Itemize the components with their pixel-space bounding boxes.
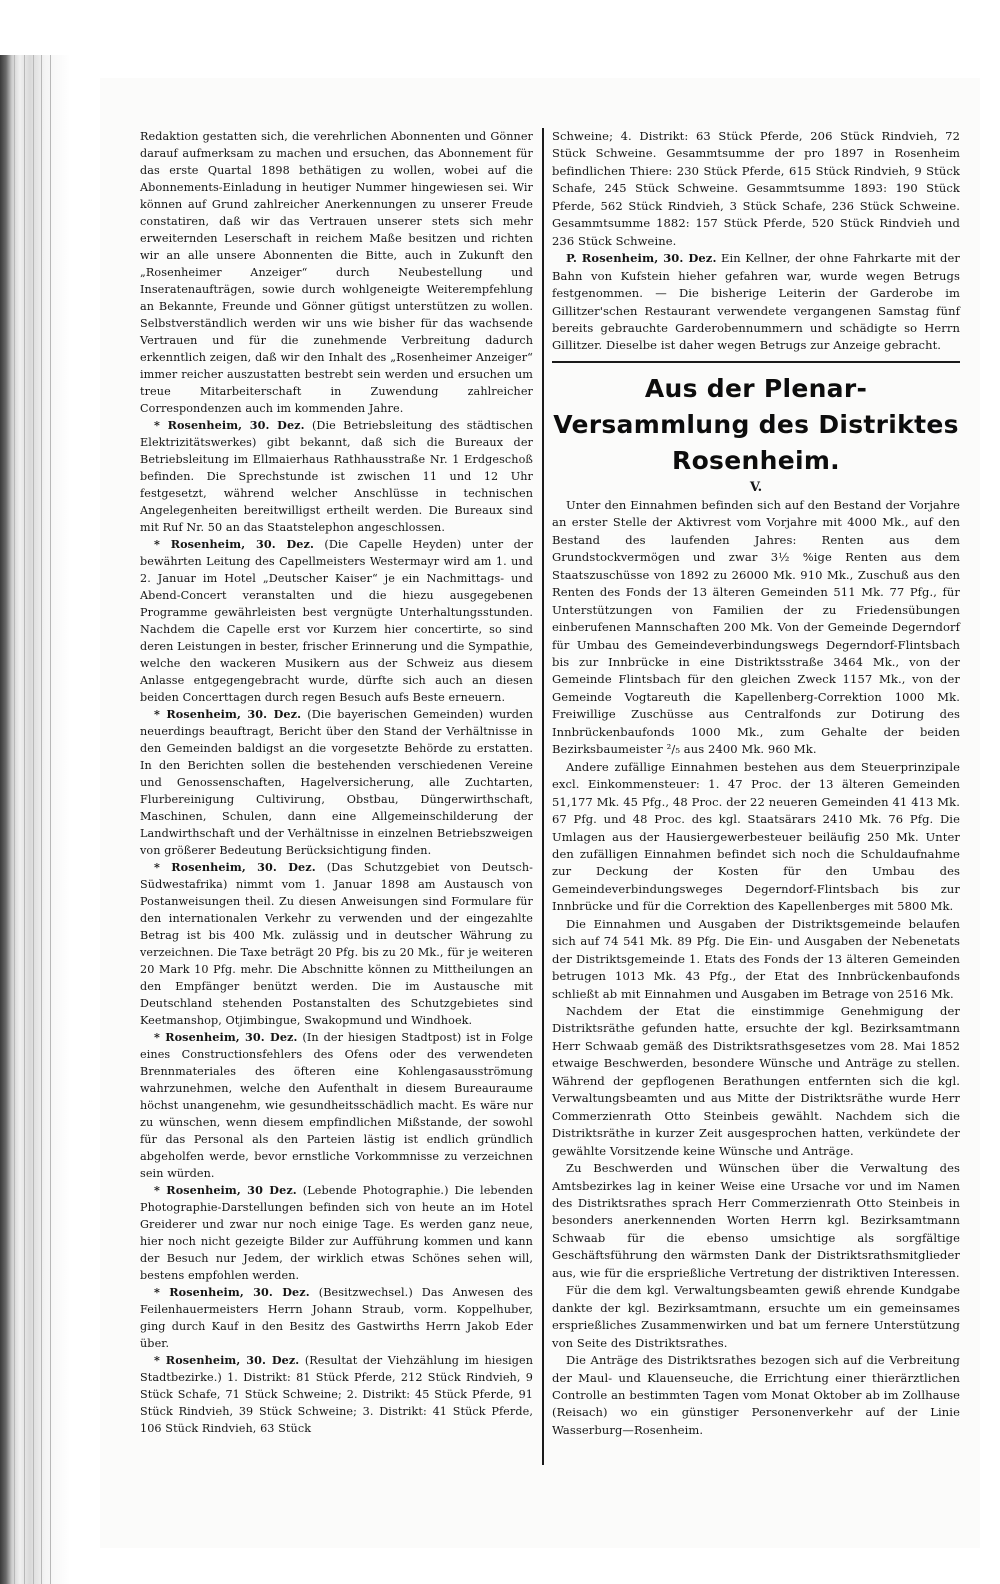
article-sheet [140,128,965,1478]
left-column [140,128,533,1437]
paragraph-text: Unter den Einnahmen befinden sich auf den Bestand der Vorjahre an erster Stelle der Aktivrest vom Vorjahre mit 4000 Mk., auf den Bestand des laufenden Jahres: Renten aus dem Grundstockvermögen und zwar 3½ %ige Renten aus dem Staatszuschüsse von 1892 zu 26000 Mk. 910 Mk., Zuschuß aus den Renten des Fonds der 13 älteren Gemeinden 511 Mk. 77 Pfg., für Unterstützungen von Familien der zu Friedensübungen einberufenen Mannschaften 200 Mk. Von der Gemeinde Degerndorf für Umbau des Gemeindeverbindungswegs Degerndorf-Flintsbach bis zur Innbrücke in eine Distriktsstraße 3464 Mk., von der Gemeinde Flintsbach für den gleichen Zweck 1157 Mk., von der Gemeinde Vogtareuth die Kapellenberg-Correktion 1000 Mk. Freiwillige Zuschüsse aus Centralfonds zur Dotirung des Innbrückenbaufonds 1000 Mk., zum Gehalte der beiden Bezirksbaumeister ²/₅ aus 2400 Mk. 960 Mk. [552,497,960,757]
section-rule [552,361,960,363]
paragraph [552,497,960,759]
paragraph [552,250,960,355]
paragraph-text: (Die Betriebsleitung des städtischen Elektrizitätswerkes) gibt bekannt, daß sich die Bureaux der Betriebsleitung im Ellmaierhaus Rathhausstraße Nr. 1 Erdgeschoß befinden. Die Sprechstunde ist zwischen 11 und 12 Uhr festgesetzt, während welcher Anschlüsse in technischen Angelegenheiten bereitwilligst ertheilt werden. Die Bureaux sind mit Ruf Nr. 50 an das Staatstelephon angeschlossen. [140,419,533,534]
paragraph [140,128,533,417]
paragraph [552,759,960,916]
dateline: * Rosenheim, 30. Dez. [154,1285,310,1299]
paragraph [552,1352,960,1439]
section-number: V. [749,479,763,495]
paragraph-text: (Besitzwechsel.) Das Anwesen des Feilenhauermeisters Herrn Johann Straub, vorm. Koppelhuber, ging durch Kauf in den Besitz des Gastwirths Herrn Jakob Eder über. [140,1286,534,1350]
dateline: * Rosenheim, 30. Dez. [154,1353,300,1367]
column-divider [542,128,544,1465]
paragraph [140,536,533,706]
paragraph [140,706,533,859]
paragraph-text: (Die bayerischen Gemeinden) wurden neuerdings beauftragt, Bericht über den Stand der Verhältnisse in den Gemeinden baldigst an die vorgesetzte Behörde zu erstatten. In den Berichten sollen die bestehenden verschiedenen Vereine und Genossenschaften, Hagelversicherung, alle Zuchtarten, Flurbereinigung Cultivirung, Obstbau, Düngerwirthschaft, Maschinen, Schulen, dann eine Allgemeinschilderung der Landwirthschaft und der Verhältnisse in einzelnen Betriebszweigen von größerer Bedeutung Berücksichtigung finden. [140,708,533,857]
paragraph [552,1282,960,1352]
dateline: * Rosenheim, 30. Dez. [154,1030,298,1044]
paragraph-text: Andere zufällige Einnahmen bestehen aus dem Steuerprinzipale excl. Einkommensteuer: 1. 47 Proc. der 13 älteren Gemeinden 51,177 Mk. 45 Pfg., 48 Proc. der 22 neueren Gemeinden 41 413 Mk. 67 Pfg. und 48 Proc. des kgl. Staatsärars 2410 Mk. 76 Pfg. Die Umlagen aus der Hausiergewerbesteuer beiläufig 250 Mk. Unter den zufälligen Einnahmen befindet sich noch die Schuldaufnahme zur Deckung der Kosten für den Umbau des Gemeindeverbindungsweges Degerndorf-Flintsbach bis zur Innbrücke und für die Correktion des Kapellenberges mit 5800 Mk. [552,759,960,914]
dateline: * Rosenheim, 30. Dez. [154,860,316,874]
paragraph-text: (Die Capelle Heyden) unter der bewährten Leitung des Capellmeisters Westermayr wird am 1. und 2. Januar im Hotel „Deutscher Kaiser“ je ein Nachmittags- und Abend-Concert veranstalten und die hiezu ausgegebenen Programme gewährleisten best vergnügte Unterhaltungsstunden. Nachdem die Capelle erst vor Kurzem hier concertirte, so sind deren Leistungen in bester, frischer Erinnerung und die Sympathie, welche den wackeren Musikern aus der Schweiz aus diesem Anlasse entgegengebracht wurde, dürfte sich auch an diesen beiden Concerttagen durch regen Besuch aufs Beste erneuern. [140,538,533,704]
paragraph [552,916,960,1003]
paragraph-text: (In der hiesigen Stadtpost) ist in Folge eines Constructionsfehlers des Ofens oder des verwendeten Brennmateriales des öfteren eine Kohlengasausströmung wahrzunehmen, welche den Aufenthalt in diesem Bureauraume höchst unangenehm, wie gesundheitsschädlich macht. Es wäre nur zu wünschen, wenn diesem empfindlichen Mißstande, der sowohl für das Personal als den Parteien lästig ist endlich gründlich abgeholfen werde, bevor ernstliche Vorkommnisse zu verzeichnen sein würden. [140,1031,533,1180]
paragraph [140,859,533,1029]
paragraph [552,128,960,250]
paragraph-text: Nachdem der Etat die einstimmige Genehmigung der Distriktsräthe gefunden hatte, ersuchte der kgl. Bezirksamtmann Herr Schwaab gemäß des Distriktsrathsgesetzes vom 28. Mai 1852 etwaige Beschwerden, besondere Wünsche und Anträge zu stellen. Während der gepflogenen Berathungen entfernten sich die kgl. Verwaltungsbeamten und aus Mitte der Distriktsräthe wurde Herr Commerzienrath Otto Steinbeis gewählt. Nachdem sich die Distriktsräthe in kurzer Zeit ausgesprochen hatten, verkündete der gewählte Vorsitzende keine Wünsche und Anträge. [552,1004,960,1158]
paragraph [140,1029,533,1182]
dateline: * Rosenheim, 30. Dez. [154,537,314,551]
dateline: P. Rosenheim, 30. Dez. [566,251,717,266]
dateline: * Rosenheim, 30. Dez. [154,418,305,432]
right-column [552,128,960,1439]
dateline: * Rosenheim, 30 Dez. [154,1183,297,1197]
paragraph-text: Ein Kellner, der ohne Fahrkarte mit der Bahn von Kufstein hieher gefahren war, wurde wegen Betrugs festgenommen. — Die bisherige Leiterin der Garderobe im Gillitzer'schen Restaurant verwendete vergangenen Samstag fünf bereits gebrauchte Garderobennummern und schädigte so Herrn Gillitzer. Dieselbe ist daher wegen Betrugs zur Anzeige gebracht. [552,251,960,353]
paragraph-text: Schweine; 4. Distrikt: 63 Stück Pferde, 206 Stück Rindvieh, 72 Stück Schweine. Gesammtsumme der pro 1897 in Rosenheim befindlichen Thiere: 230 Stück Pferde, 615 Stück Rindvieh, 9 Stück Schafe, 245 Stück Schweine. Gesammtsumme 1893: 190 Stück Pferde, 562 Stück Rindvieh, 3 Stück Schafe, 236 Stück Schweine. Gesammtsumme 1882: 157 Stück Pferde, 520 Stück Rindvieh und 236 Stück Schweine. [552,129,960,248]
dateline: * Rosenheim, 30. Dez. [154,707,302,721]
paragraph [552,1160,960,1282]
paragraph-text: Zu Beschwerden und Wünschen über die Verwaltung des Amtsbezirkes lag in keiner Weise eine Ursache vor und im Namen des Distriktsrathes sprach Herr Commerzienrath Otto Steinbeis in besonders anerkennenden Worten Herrn kgl. Bezirksamtmann Schwaab für die ebenso umsichtige als sorgfältige Geschäftsführung den wärmsten Dank der Distriktsrathsmitglieder aus, wie für die ersprießliche Vertretung der distriktiven Interessen. [552,1161,960,1280]
paragraph [140,417,533,536]
paragraph [140,1284,533,1352]
paragraph [552,1003,960,1160]
paragraph-text: Die Einnahmen und Ausgaben der Distriktsgemeinde belaufen sich auf 74 541 Mk. 89 Pfg. Die Ein- und Ausgaben der Nebenetats der Distriktsgemeinde 1. Etats des Fonds der 13 älteren Gemeinden betrugen 1013 Mk. 43 Pfg., der Etat des Innbrückenbaufonds schließt ab mit Einnahmen und Ausgaben im Betrage von 2516 Mk. [552,916,960,1001]
plenary-report [552,497,960,1439]
paragraph-text: (Resultat der Viehzählung im hiesigen Stadtbezirke.) 1. Distrikt: 81 Stück Pferde, 212 Stück Rindvieh, 9 Stück Schafe, 71 Stück Schweine; 2. Distrikt: 45 Stück Pferde, 91 Stück Rindvieh, 39 Stück Schweine; 3. Distrikt: 41 Stück Pferde, 106 Stück Rindvieh, 63 Stück [140,1354,533,1435]
section-headline: Aus der Plenar-Versammlung des Distriktes Rosenheim. [553,373,959,475]
paragraph-text: Redaktion gestatten sich, die verehrlichen Abonnenten und Gönner darauf aufmerksam zu machen und ersuchen, das Abonnement für das erste Quartal 1898 bethätigen zu wollen, wobei auf die Abonnements-Einladung in heutiger Nummer hingewiesen sei. Wir können auf Grund zahlreicher Anerkennungen zu unserer Freude constatiren, daß wir das Vertrauen unserer stets sich mehr erweiternden Leserschaft in reichem Maße besitzen und richten wir an alle unsere Abonnenten die Bitte, auch in Zukunft den „Rosenheimer Anzeiger“ durch Neubestellung und Inseratenaufträgen, sowie durch wohlgeneigte Weiterempfehlung an Bekannte, Freunde und Gönner gütigst unterstützen zu wollen. Selbstverständlich werden wir uns wie bisher für das wachsende Vertrauen und für die zunehmende Verbreitung dadurch erkenntlich zeigen, daß wir den Inhalt des „Rosenheimer Anzeiger“ immer reicher auszustatten bestrebt sein werden und ersuchen um treue Mitarbeiterschaft in Zuwendung zahlreicher Correspondenzen auch im kommenden Jahre. [140,130,533,415]
paragraph-text: (Das Schutzgebiet von Deutsch-Südwestafrika) nimmt vom 1. Januar 1898 am Austausch von Postanweisungen theil. Zu diesen Anweisungen sind Formulare für den internationalen Verkehr zu verwenden und der eingezahlte Betrag ist bis 400 Mk. zulässig und in deutscher Währung zu verzeichnen. Die Taxe beträgt 20 Pfg. bis zu 20 Mk., für je weiteren 20 Mark 10 Pfg. mehr. Die Abschnitte können zu Mittheilungen an den Empfänger benützt werden. Die im Austausche mit Deutschland stehenden Postanstalten des Schutzgebietes sind Keetmanshop, Otjimbingue, Swakopmund und Windhoek. [140,861,533,1027]
paragraph-text: (Lebende Photographie.) Die lebenden Photographie-Darstellungen befinden sich von heute an im Hotel Greiderer und zwar nur noch einige Tage. Es werden ganz neue, hier noch nicht gezeigte Bilder zur Aufführung kommen und kann der Besuch nur Jedem, der wirklich etwas Schönes sehen will, bestens empfohlen werden. [140,1184,534,1282]
paragraph-text: Die Anträge des Distriktsrathes bezogen sich auf die Verbreitung der Maul- und Klauenseuche, die Errichtung einer thierärztlichen Controlle an bestimmten Tagen vom Monat Oktober ab im Zollhause (Reisach) wo ein günstiger Personenverkehr auf der Linie Wasserburg—Rosenheim. [552,1353,960,1437]
right-top-articles [552,128,960,355]
paragraph-text: Für die dem kgl. Verwaltungsbeamten gewiß ehrende Kundgabe dankte der kgl. Bezirksamtmann, ersuchte um ein gemeinsames ersprießliches Zusammenwirken und bat um fernere Unterstützung von Seite des Distriktsrathes. [552,1283,960,1350]
book-spine [0,55,70,1584]
paragraph [140,1352,533,1437]
paragraph [140,1182,533,1284]
